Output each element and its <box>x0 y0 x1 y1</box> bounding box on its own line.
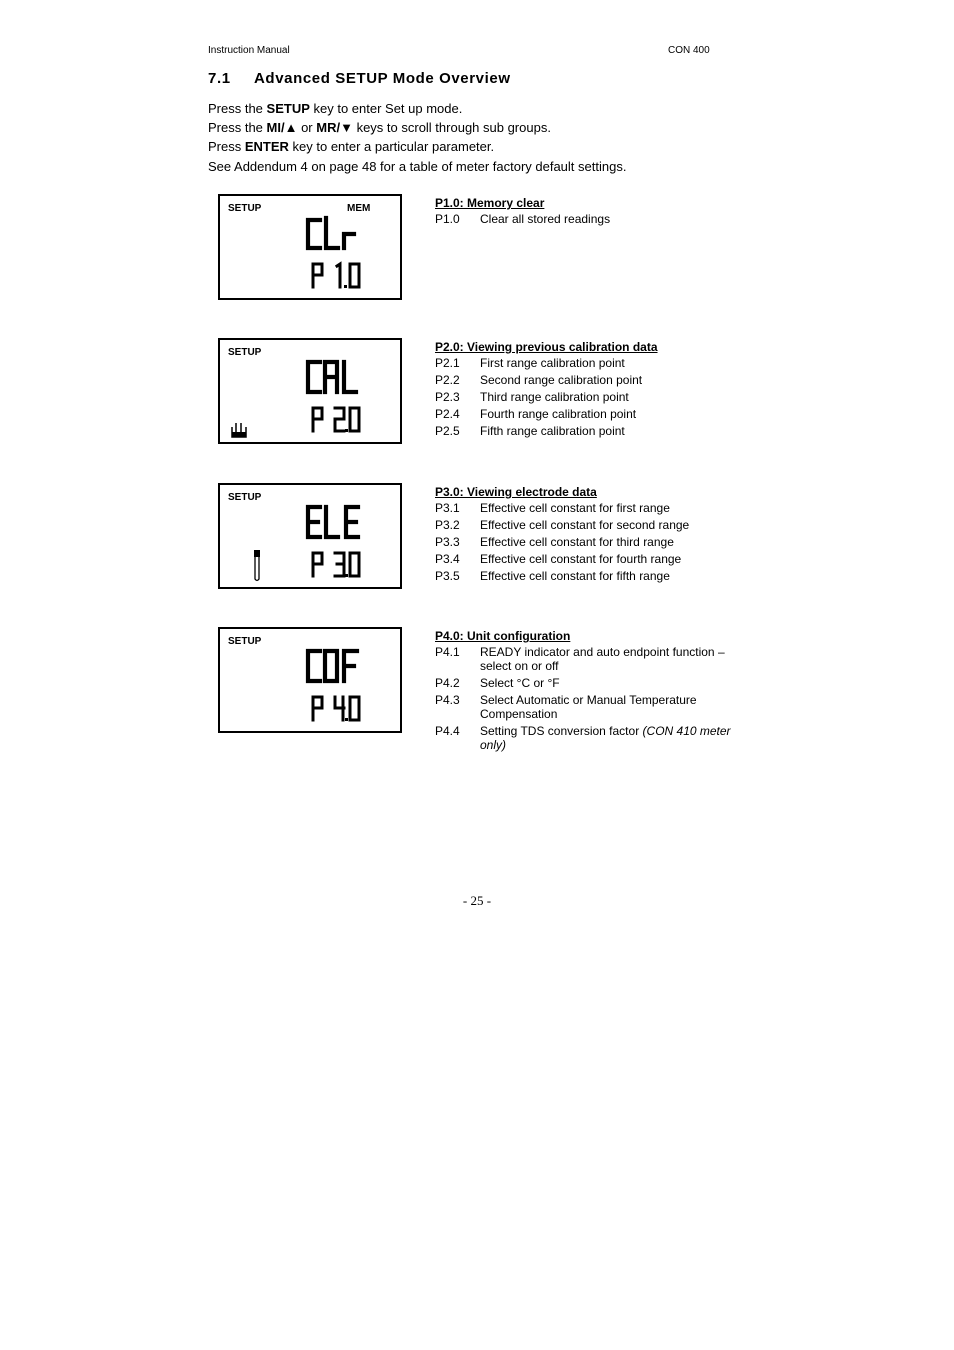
param-code: P2.2 <box>435 373 460 387</box>
list-item <box>435 373 735 387</box>
param-text: Third range calibration point <box>480 390 629 404</box>
lcd-setup-label: SETUP <box>228 203 262 214</box>
electrode-icon <box>252 549 262 583</box>
header-right: CON 400 <box>668 45 710 56</box>
param-code: P2.4 <box>435 407 460 421</box>
lcd-main-reading <box>304 501 364 545</box>
lcd-main-reading <box>304 645 364 689</box>
param-text <box>480 724 735 752</box>
section-heading: P4.0: Unit configuration <box>435 629 571 643</box>
param-code: P3.5 <box>435 569 460 583</box>
beaker-icon <box>230 421 248 439</box>
param-text: Clear all stored readings <box>480 212 611 226</box>
key-setup: SETUP <box>266 101 310 116</box>
list-item <box>435 212 735 226</box>
list-item <box>435 518 735 532</box>
param-code: P4.3 <box>435 693 460 707</box>
intro-text: key to enter Set up mode. <box>309 101 463 116</box>
param-text: Select °C or °F <box>480 676 560 690</box>
lcd-mem-label: MEM <box>347 203 371 214</box>
section-title <box>208 70 511 87</box>
param-code: P3.1 <box>435 501 460 515</box>
lcd-display-electrode <box>218 483 402 589</box>
lcd-setup-label: SETUP <box>228 492 262 503</box>
param-text: First range calibration point <box>480 356 625 370</box>
intro-text: keys to scroll through sub groups. <box>352 120 551 135</box>
param-text-note: (CON 410 meter only) <box>480 724 731 752</box>
list-item <box>435 724 735 752</box>
intro-line-3 <box>208 137 494 156</box>
intro-text: or <box>297 120 317 135</box>
param-code: P3.3 <box>435 535 460 549</box>
param-text: Effective cell constant for fourth range <box>480 552 682 566</box>
param-code: P2.3 <box>435 390 460 404</box>
section-number: 7.1 <box>208 70 231 87</box>
list-item <box>435 535 735 549</box>
key-mi-up: MI/▲ <box>266 120 298 135</box>
intro-text: Press the <box>208 120 267 135</box>
param-code: P3.2 <box>435 518 460 532</box>
section-p4 <box>435 628 735 755</box>
header-left: Instruction Manual <box>208 45 290 56</box>
list-item <box>435 645 735 673</box>
param-text: Fourth range calibration point <box>480 407 637 421</box>
lcd-parameter-code <box>310 549 364 579</box>
param-code: P4.4 <box>435 724 460 738</box>
param-text-main: Setting TDS conversion factor <box>480 724 643 738</box>
list-item <box>435 356 735 370</box>
param-code: P4.1 <box>435 645 460 659</box>
list-item <box>435 501 735 515</box>
param-code: P4.2 <box>435 676 460 690</box>
intro-text: Press the <box>208 101 267 116</box>
section-heading: P2.0: Viewing previous calibration data <box>435 340 658 354</box>
lcd-display-memory-clear <box>218 194 402 300</box>
list-item <box>435 407 735 421</box>
list-item <box>435 676 735 690</box>
intro-text: Press <box>208 139 245 154</box>
lcd-main-reading <box>304 212 364 256</box>
list-item <box>435 552 735 566</box>
intro-line-4: See Addendum 4 on page 48 for a table of meter factory default settings. <box>208 159 627 174</box>
intro-text: key to enter a particular parameter. <box>288 139 495 154</box>
list-item <box>435 390 735 404</box>
param-text: READY indicator and auto endpoint function – select on or off <box>480 645 725 673</box>
lcd-parameter-code <box>310 404 364 434</box>
param-code: P3.4 <box>435 552 460 566</box>
param-code: P2.5 <box>435 424 460 438</box>
param-text: Effective cell constant for first range <box>480 501 670 515</box>
lcd-setup-label: SETUP <box>228 636 262 647</box>
lcd-main-reading <box>304 356 364 400</box>
section-title-text: Advanced SETUP Mode Overview <box>254 70 511 87</box>
section-heading: P1.0: Memory clear <box>435 196 545 210</box>
intro-line-1 <box>208 99 462 118</box>
lcd-setup-label: SETUP <box>228 347 262 358</box>
section-heading: P3.0: Viewing electrode data <box>435 485 597 499</box>
list-item <box>435 693 735 721</box>
param-code: P1.0 <box>435 212 460 226</box>
lcd-display-unit-config <box>218 627 402 733</box>
param-text: Second range calibration point <box>480 373 643 387</box>
page-number: - 25 - <box>462 893 492 908</box>
intro-line-2 <box>208 118 551 137</box>
param-text: Effective cell constant for third range <box>480 535 674 549</box>
list-item <box>435 424 735 438</box>
param-text: Effective cell constant for second range <box>480 518 690 532</box>
key-enter: ENTER <box>244 139 289 154</box>
param-code: P2.1 <box>435 356 460 370</box>
lcd-parameter-code <box>310 260 364 290</box>
section-p1 <box>435 195 735 229</box>
param-text: Select Automatic or Manual Temperature Compensation <box>480 693 697 721</box>
key-mr-down: MR/▼ <box>316 120 353 135</box>
param-text: Effective cell constant for fifth range <box>480 569 670 583</box>
section-p2 <box>435 339 735 441</box>
lcd-parameter-code <box>310 693 364 723</box>
section-p3 <box>435 484 735 586</box>
lcd-display-calibration <box>218 338 402 444</box>
list-item <box>435 569 735 583</box>
param-text: Fifth range calibration point <box>480 424 625 438</box>
